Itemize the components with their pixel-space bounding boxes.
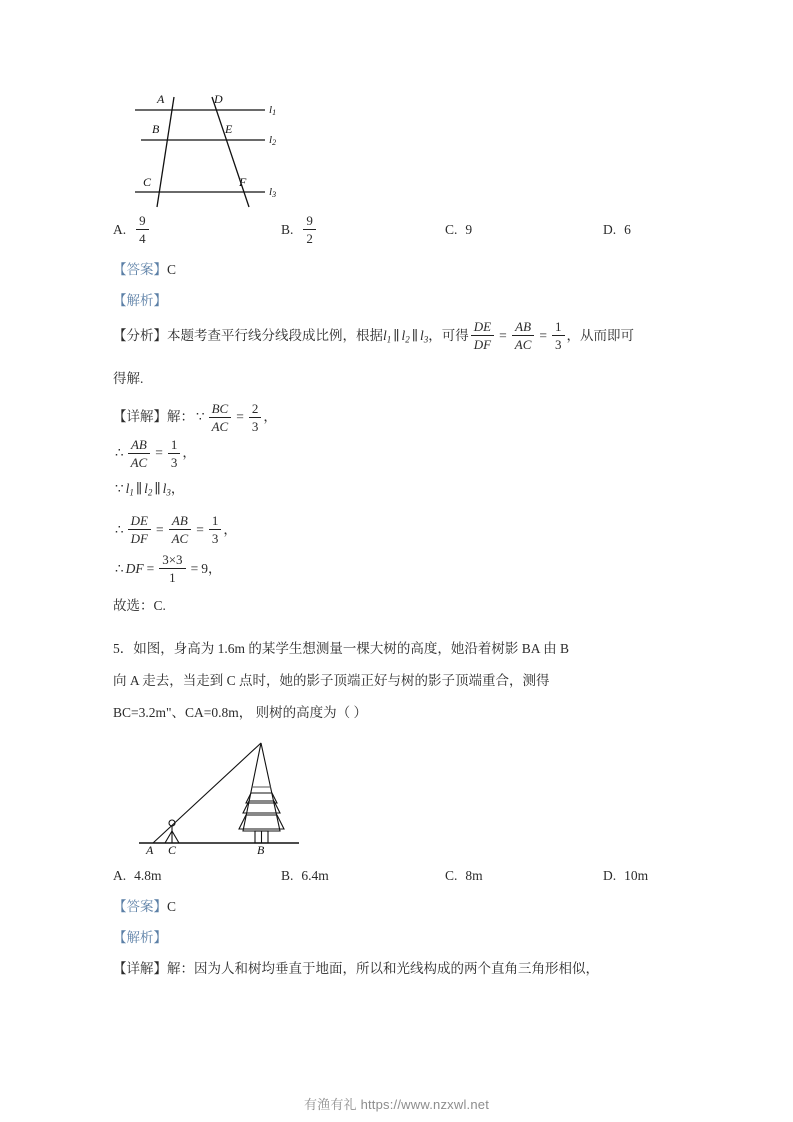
- step2-rden: 3: [170, 454, 178, 470]
- fenxi-l3: l: [420, 328, 424, 343]
- option-c-value: 9: [465, 222, 473, 237]
- question5-xiangjie-line: [113, 953, 683, 984]
- q5-option-c[interactable]: [445, 865, 483, 887]
- fenxi-eq1: =: [499, 328, 507, 343]
- because-symbol-2: ∵: [115, 481, 124, 497]
- xiangjie-step1: [113, 399, 683, 435]
- document-content: [113, 80, 683, 984]
- fenxi-fraction-one-third: [552, 319, 565, 352]
- option-b-fraction: [303, 213, 316, 246]
- fenxi-fraction-ab-ac: [512, 319, 535, 352]
- fenxi-l1-sub: 1: [386, 334, 392, 345]
- fenxi-fraction-de-df: [471, 319, 494, 352]
- q5-answer-value: C: [167, 898, 177, 914]
- tree-shadow-figure: [131, 735, 321, 865]
- xiangjie-step4: [113, 511, 683, 549]
- q5-option-c-label: C.: [445, 867, 458, 883]
- option-b-numerator: 9: [303, 213, 316, 230]
- step3-l2-sub: 2: [147, 487, 153, 498]
- fraction-bc-ac: [209, 401, 232, 434]
- question5-number: 5．: [113, 640, 134, 656]
- step3-l3: l: [162, 481, 167, 497]
- answer-tag: 【答案】: [113, 262, 167, 277]
- footer-watermark: 有渔有礼 https://www.nzxwl.net: [303, 1097, 490, 1112]
- step4-eq2: =: [196, 521, 204, 537]
- q5-xiangjie-text: 解：因为人和树均垂直于地面，所以和光线构成的两个直角三角形相似，: [167, 960, 599, 976]
- step3-l1: l: [125, 481, 130, 497]
- q5-option-b-label: B.: [281, 867, 294, 883]
- q5-option-c-value: 8m: [465, 867, 483, 883]
- therefore-symbol-1: ∴: [115, 445, 124, 461]
- figure-label-l1: l1: [269, 104, 277, 117]
- q5-xiangjie-tag: 【详解】: [113, 960, 167, 976]
- step1-comma: ，: [263, 409, 277, 425]
- q5-option-b[interactable]: [281, 865, 329, 887]
- question5-analysis-line: [113, 922, 683, 953]
- fenxi-f1-den: DF: [473, 337, 492, 353]
- xiangjie-step5: [113, 549, 683, 589]
- question4-fenxi-line1: [113, 316, 683, 359]
- question5-text3: BC=3.2m"、CA=0.8m， 则树的高度为（ ）: [113, 704, 368, 720]
- figure-label-B: B: [152, 122, 160, 136]
- fraction-one-third-step2: [168, 437, 181, 470]
- step1-rden: 3: [251, 418, 259, 434]
- fenxi-f3-den: 3: [555, 337, 562, 353]
- fenxi-parallel2: ∥: [411, 328, 419, 343]
- option-d[interactable]: [603, 210, 631, 250]
- option-a[interactable]: [113, 210, 151, 250]
- step5-num: 3×3: [159, 552, 185, 569]
- fenxi-l2-sub: 2: [405, 334, 410, 345]
- option-a-fraction: [136, 213, 149, 246]
- fraction-two-thirds: [249, 401, 262, 434]
- fraction-ab-ac-step2: [128, 437, 151, 470]
- step3-l2: l: [144, 481, 148, 497]
- parallel-lines-figure: [129, 80, 309, 210]
- xiangjie-step3: [113, 471, 683, 510]
- option-d-value: 6: [624, 222, 631, 237]
- answer-value: C: [167, 262, 177, 277]
- q5-option-d[interactable]: [603, 865, 648, 887]
- fenxi-l1: l: [383, 328, 387, 343]
- fraction-ab-ac-step4: [169, 513, 192, 546]
- xiangjie-step2: [113, 435, 683, 471]
- q5-analysis-tag: 【解析】: [113, 929, 167, 945]
- fenxi-comma2: ，: [566, 328, 581, 343]
- q5-option-d-value: 10m: [624, 867, 649, 883]
- fenxi-tag: 【分析】: [113, 328, 167, 343]
- therefore-symbol-3: ∴: [115, 560, 124, 576]
- fenxi-text3: 从而即可: [580, 328, 635, 343]
- xiangjie-jie: 解：: [167, 409, 194, 425]
- question5-line1: [113, 633, 683, 665]
- figure-label-B-tree: B: [257, 842, 265, 857]
- step4-eq1: =: [155, 521, 164, 537]
- q5-option-a[interactable]: [113, 865, 162, 887]
- fenxi-f2-num: AB: [512, 319, 535, 336]
- conclusion-text: 故选：C.: [113, 597, 166, 613]
- option-b[interactable]: [281, 210, 318, 250]
- step4-rden: 3: [211, 530, 219, 546]
- option-b-denominator: 2: [306, 230, 313, 246]
- question4-fenxi-line2: [113, 359, 683, 399]
- fenxi-parallel1: ∥: [393, 328, 400, 343]
- step1-eq: =: [236, 409, 244, 425]
- figure-label-C: C: [143, 175, 152, 189]
- step3-comma: ，: [170, 481, 185, 497]
- step1-den: AC: [211, 418, 229, 434]
- step4-den: DF: [130, 530, 148, 546]
- option-a-numerator: 9: [136, 213, 149, 230]
- question4-analysis-line: [113, 285, 683, 316]
- q5-answer-tag: 【答案】: [113, 898, 167, 914]
- step4-comma: ，: [223, 521, 237, 537]
- fenxi-text2: 可得: [441, 328, 469, 343]
- xiangjie-tag: 【详解】: [113, 409, 167, 425]
- tree-shadow-svg: [131, 735, 321, 863]
- step2-den: AC: [130, 454, 148, 470]
- figure-label-C-tree: C: [168, 842, 177, 857]
- step2-rnum: 1: [168, 437, 181, 454]
- step3-parallel2: ∥: [154, 481, 161, 497]
- fenxi-f2-den: AC: [514, 337, 532, 353]
- step4-rnum: 1: [209, 513, 222, 530]
- option-c[interactable]: [445, 210, 472, 250]
- question5-options: [113, 865, 683, 891]
- step2-num: AB: [128, 437, 151, 454]
- fenxi-text4: 得解.: [113, 371, 144, 387]
- fraction-de-df-step4: [128, 513, 151, 546]
- step5-result: 9: [201, 560, 208, 576]
- step1-num: BC: [209, 401, 232, 418]
- fenxi-comma1: ，: [428, 328, 442, 343]
- option-a-label: A.: [113, 222, 127, 237]
- therefore-symbol-2: ∴: [115, 521, 124, 537]
- figure-label-D: D: [214, 92, 223, 106]
- step4-m2den: AC: [171, 530, 189, 546]
- question5-line2: [113, 665, 683, 697]
- q5-option-b-value: 6.4m: [301, 867, 329, 883]
- figure-label-E: E: [225, 122, 233, 136]
- step2-eq: =: [155, 445, 163, 461]
- xiangjie-conclusion: [113, 589, 683, 623]
- fraction-three-times-three: [159, 552, 185, 585]
- step3-l1-sub: 1: [129, 487, 134, 498]
- fenxi-l3-sub: 3: [423, 334, 429, 345]
- step4-num: DE: [128, 513, 151, 530]
- question5-answer-line: [113, 891, 683, 922]
- figure-label-l2: l2: [269, 134, 277, 147]
- fenxi-f3-num: 1: [552, 319, 565, 336]
- option-d-label: D.: [603, 222, 617, 237]
- option-b-label: B.: [281, 222, 294, 237]
- step4-m2num: AB: [169, 513, 192, 530]
- because-symbol-1: ∵: [196, 409, 205, 425]
- question5-text2: 向 A 走去，当走到 C 点时，她的影子顶端正好与树的影子顶端重合，测得: [113, 672, 550, 688]
- question4-options: [113, 210, 683, 254]
- analysis-tag: 【解析】: [113, 293, 167, 308]
- question5-text1: 如图，身高为 1.6m 的某学生想测量一棵大树的高度，她沿着树影 BA 由 B: [133, 640, 570, 656]
- fenxi-f1-num: DE: [471, 319, 494, 336]
- question4-answer-line: [113, 254, 683, 285]
- fenxi-eq2: =: [539, 328, 548, 343]
- q5-option-a-value: 4.8m: [134, 867, 162, 883]
- step5-comma: ，: [207, 560, 222, 576]
- figure-label-A-tree: A: [146, 842, 154, 857]
- fenxi-text1: 本题考查平行线分线段成比例，根据: [167, 328, 383, 343]
- step2-comma: ，: [182, 445, 196, 461]
- step5-eq: =: [146, 560, 155, 576]
- fraction-one-third-step4: [209, 513, 222, 546]
- step5-den: 1: [169, 569, 176, 585]
- step1-rnum: 2: [249, 401, 262, 418]
- option-a-denominator: 4: [139, 230, 146, 246]
- figure-label-A: A: [157, 92, 165, 106]
- option-c-label: C.: [445, 222, 458, 237]
- step5-df: DF: [125, 560, 144, 576]
- figure-label-F: F: [239, 175, 247, 189]
- fenxi-l2: l: [401, 328, 406, 343]
- figure-label-l3: l3: [269, 186, 277, 199]
- step3-parallel1: ∥: [135, 481, 143, 497]
- question5-line3: [113, 697, 683, 729]
- step5-eq2: =: [190, 560, 199, 576]
- step3-l3-sub: 3: [166, 487, 171, 498]
- q5-option-d-label: D.: [603, 867, 617, 883]
- q5-option-a-label: A.: [113, 867, 127, 883]
